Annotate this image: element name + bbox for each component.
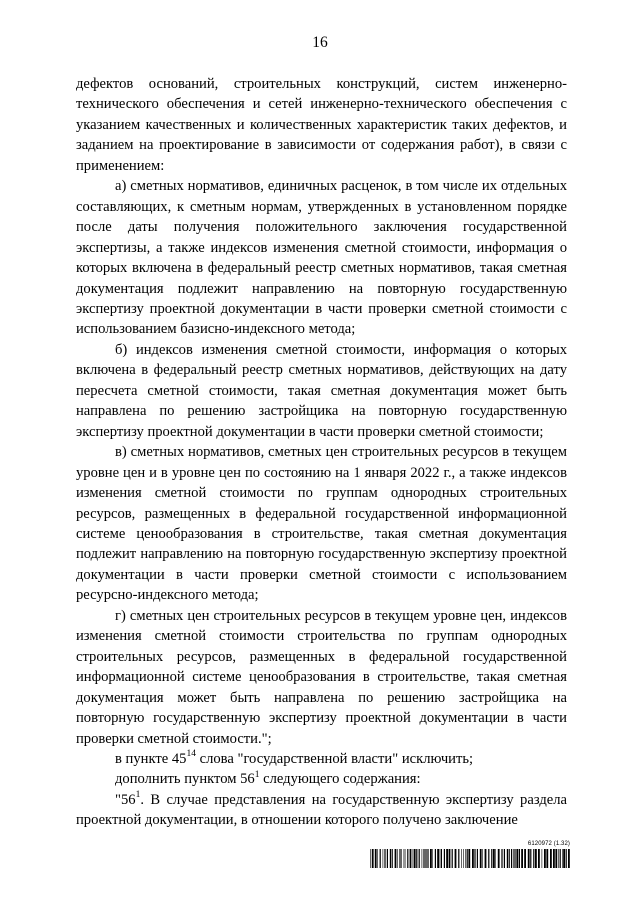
text-fragment: слова "государственной власти" исключить; — [195, 750, 474, 767]
barcode-bar — [482, 849, 483, 868]
barcode-bar — [437, 849, 439, 868]
barcode-bar — [560, 849, 561, 868]
barcode-bar — [401, 849, 402, 868]
barcode-bar — [507, 849, 508, 868]
barcode-bar — [392, 849, 393, 868]
barcode-bar — [511, 849, 512, 868]
paragraph-amend-45 — [76, 749, 567, 769]
text-fragment: следующего содержания: — [259, 771, 421, 788]
page-number: 16 — [312, 34, 328, 51]
barcode-bar — [372, 849, 374, 868]
barcode-bar — [515, 849, 516, 868]
barcode-bar — [455, 849, 457, 868]
paragraph-item-b: б) индексов изменения сметной стоимости, информация о которых включена в федеральный реестр сметных нормативов, действующих на дату пересчета сметной стоимости, такая сметная документация может быть направлена по решению застройщика на повторную государственную экспертизу проектной документации в части проверки сметной стоимости; — [76, 341, 567, 440]
barcode-bar — [390, 849, 391, 868]
barcode-bar — [477, 849, 478, 868]
paragraph-item-g: г) сметных цен строительных ресурсов в текущем уровне цен, индексов изменения сметной стоимости строительства по группам однородных строительных ресурсов, размещенных в федеральной государственной информационной системе ценообразования в строительстве, такая сметная документация может быть направлена по решению застройщика на повторную государственную экспертизу проектной документации в части проверки сметной стоимости."; — [76, 607, 567, 747]
paragraph-item-a: а) сметных нормативов, единичных расценок, в том числе их отдельных составляющих, к сметным нормам, утвержденных в установленном порядке после даты получения положительного заключения государственной экспертизы, а также индексов изменения сметной стоимости, информация о которых включена в федеральный реестр сметных нормативов, такая сметная документация подлежит направлению на повторную государственную экспертизу проектной документации в части проверки сметной стоимости с использованием базисно-индексного метода; — [76, 178, 567, 338]
barcode-bar — [530, 849, 531, 868]
barcode-bar — [546, 849, 548, 868]
barcode-graphic — [370, 849, 570, 868]
barcode-bar — [533, 849, 534, 868]
barcode-bar — [568, 849, 570, 868]
paragraph-add-56 — [76, 769, 567, 789]
barcode-bar — [425, 849, 426, 868]
barcode-bar — [513, 849, 514, 868]
document-code: 6120972 (1.32) — [527, 841, 570, 847]
barcode-bar — [504, 849, 505, 868]
barcode-bar — [562, 849, 563, 868]
barcode-bar — [566, 849, 567, 868]
barcode-bar — [491, 849, 492, 868]
barcode-bar — [416, 849, 417, 868]
barcode-bar — [377, 849, 378, 868]
barcode-bar — [521, 849, 523, 868]
barcode-bar — [440, 849, 441, 868]
barcode-bar — [380, 849, 381, 868]
barcode-bar — [444, 849, 445, 868]
barcode-bar — [493, 849, 495, 868]
barcode-bar — [397, 849, 398, 868]
text-fragment: . В случае представления на государственную экспертизу раздела проектной документации, в отношении которого получено заключение — [76, 791, 567, 829]
barcode-bar — [485, 849, 487, 868]
barcode-bar — [555, 849, 557, 868]
barcode-bar — [516, 849, 518, 868]
barcode-bar — [501, 849, 502, 868]
barcode-bar — [498, 849, 500, 868]
barcode-bar — [463, 849, 464, 868]
barcode-bar — [563, 849, 565, 868]
barcode-bar — [524, 849, 526, 868]
barcode-bar — [414, 849, 416, 868]
barcode-bar — [468, 849, 470, 868]
barcode-bar — [449, 849, 451, 868]
barcode-bar — [383, 849, 384, 868]
barcode-bar — [553, 849, 555, 868]
barcode — [370, 849, 570, 868]
text-fragment: в пункте 45 — [115, 750, 187, 767]
barcode-bar — [428, 849, 429, 868]
barcode-bar — [370, 849, 371, 868]
superscript: 1 — [135, 790, 141, 800]
barcode-bar — [488, 849, 489, 868]
document-body — [76, 74, 567, 831]
barcode-bar — [399, 849, 400, 868]
barcode-bar — [461, 849, 462, 868]
barcode-bar — [474, 849, 475, 868]
barcode-bar — [410, 849, 412, 868]
barcode-bar — [465, 849, 466, 868]
text-fragment: дополнить пунктом 56 — [115, 771, 255, 788]
barcode-bar — [404, 849, 405, 868]
barcode-bar — [446, 849, 448, 868]
barcode-bar — [384, 849, 385, 868]
barcode-bar — [423, 849, 424, 868]
barcode-bar — [407, 849, 408, 868]
barcode-bar — [550, 849, 552, 868]
barcode-bar — [509, 849, 510, 868]
barcode-bar — [472, 849, 474, 868]
superscript: 14 — [186, 749, 196, 760]
barcode-bar — [458, 849, 459, 868]
barcode-bar — [480, 849, 482, 868]
barcode-bar — [452, 849, 453, 868]
barcode-bar — [441, 849, 442, 868]
paragraph-item-v: в) сметных нормативов, сметных цен строительных ресурсов в текущем уровне цен и в уровне цен по состоянию на 1 января 2022 г., а также индексов изменения сметной стоимости по группам однородных строительных ресурсов, размещенных в федеральной государственной информационной системе ценообразования в строительстве, такая сметная документация подлежит направлению на повторную государственную экспертизу проектной документации в части проверки сметной стоимости с использованием ресурсно-индексного метода; — [76, 444, 567, 604]
barcode-bar — [426, 849, 427, 868]
barcode-bar — [422, 849, 423, 868]
paragraph-defects: дефектов оснований, строительных конструкций, систем инженерно-технического обеспечения и сетей инженерно-технического обеспечения с указанием качественных и количественных характеристик таких дефектов, и заданием на проектирование в зависимости от содержания работ), в связи с применением: — [76, 76, 567, 174]
barcode-bar — [495, 849, 496, 868]
barcode-bar — [419, 849, 420, 868]
barcode-bar — [430, 849, 432, 868]
barcode-bar — [538, 849, 540, 868]
barcode-bar — [544, 849, 546, 868]
barcode-bar — [413, 849, 414, 868]
barcode-bar — [467, 849, 468, 868]
text-fragment: "56 — [115, 791, 136, 808]
barcode-bar — [542, 849, 543, 868]
barcode-bar — [435, 849, 436, 868]
barcode-bar — [519, 849, 520, 868]
barcode-bar — [535, 849, 537, 868]
barcode-bar — [395, 849, 397, 868]
barcode-bar — [528, 849, 530, 868]
barcode-bar — [375, 849, 377, 868]
superscript: 1 — [254, 769, 260, 780]
barcode-bar — [432, 849, 433, 868]
barcode-bar — [405, 849, 406, 868]
barcode-bar — [558, 849, 559, 868]
barcode-bar — [387, 849, 388, 868]
paragraph-point-56-1 — [76, 790, 567, 831]
